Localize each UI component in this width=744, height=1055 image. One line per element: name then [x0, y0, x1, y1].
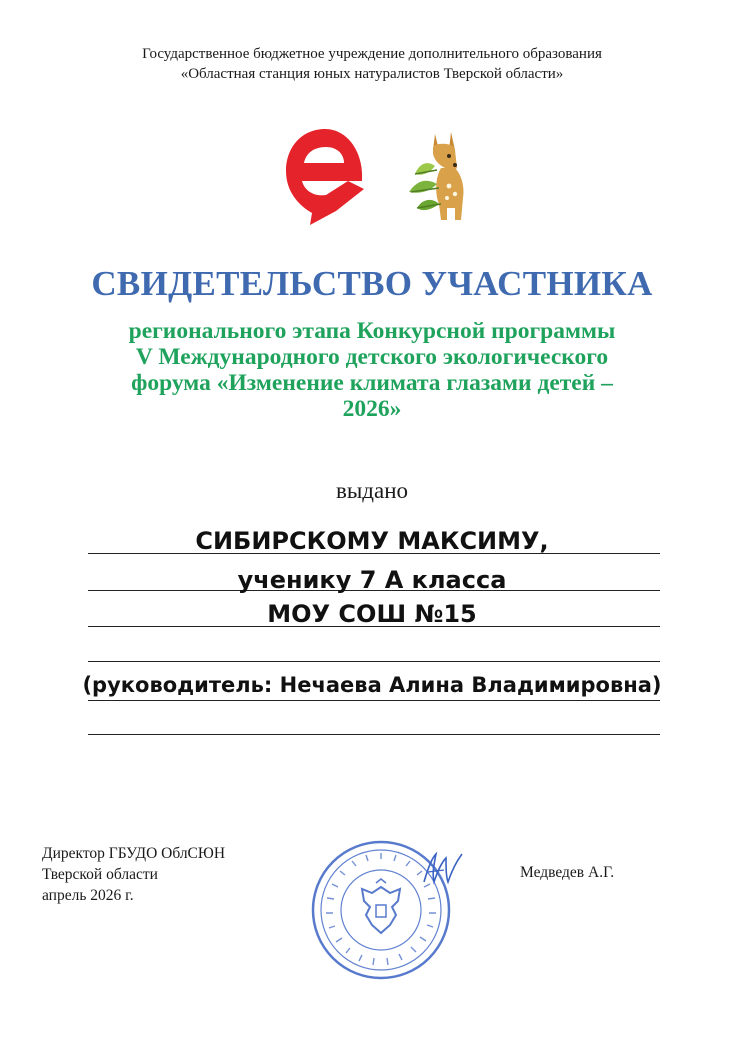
organization-name-line1: Государственное бюджетное учреждение дополнительного образования [142, 46, 602, 62]
subtitle-line-1: регионального этапа Конкурсной программы [128, 318, 616, 344]
fawn-with-leaves-logo-icon [405, 128, 475, 224]
signer-name: Медведев А.Г. [520, 864, 615, 881]
blank-line-5 [88, 734, 660, 735]
subtitle-line-3: форума «Изменение климата глазами детей – [131, 370, 613, 396]
certificate-title: СВИДЕТЕЛЬСТВО УЧАСТНИКА [91, 264, 653, 303]
organization-header [0, 44, 744, 84]
director-position-line2: Тверской области [42, 866, 158, 883]
recipient-school: МОУ СОШ №15 [267, 600, 477, 628]
recipient-grade: ученику 7 А класса [237, 566, 507, 594]
logos-row [0, 120, 744, 230]
organization-name-line2: «Областная станция юных натуралистов Тверской области» [180, 66, 564, 82]
handwritten-signature [418, 848, 468, 892]
blank-line-6 [88, 700, 660, 701]
recipient-supervisor: (руководитель: Нечаева Алина Владимировна) [82, 673, 662, 697]
director-signature-block [42, 843, 225, 906]
issue-date: апрель 2026 г. [42, 887, 134, 904]
blank-line-4 [88, 661, 660, 662]
issued-label: выдано [335, 478, 409, 503]
red-e-logo-icon [282, 125, 368, 229]
certificate-subtitle [40, 318, 704, 422]
recipient-name: СИБИРСКОМУ МАКСИМУ, [195, 527, 549, 555]
director-position-line1: Директор ГБУДО ОблСЮН [42, 845, 226, 862]
subtitle-line-2: V Международного детского экологического [135, 344, 609, 370]
subtitle-line-4: 2026» [342, 396, 402, 422]
